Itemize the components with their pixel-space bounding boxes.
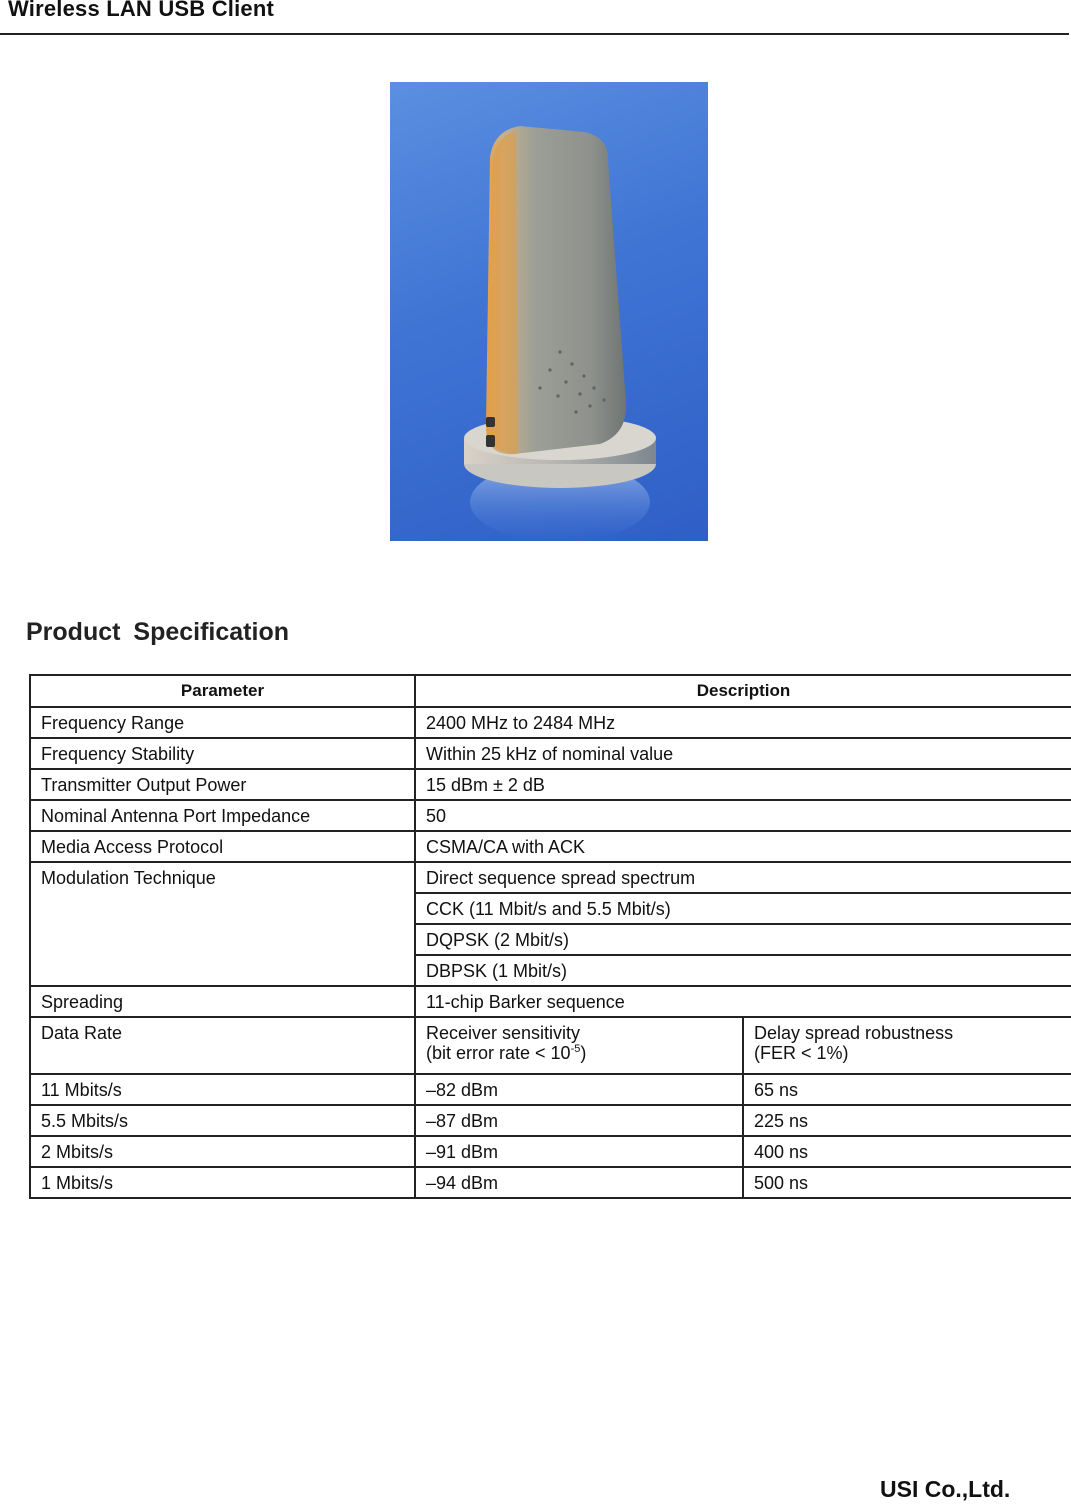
description-cell: CSMA/CA with ACK bbox=[415, 831, 1071, 862]
parameter-cell-modulation: Modulation Technique bbox=[30, 862, 415, 986]
sensitivity-cell: –82 dBm bbox=[415, 1074, 743, 1105]
parameter-cell: Frequency Range bbox=[30, 707, 415, 738]
spec-table bbox=[29, 674, 1071, 1199]
rate-cell: 1 Mbits/s bbox=[30, 1167, 415, 1198]
table-row bbox=[30, 1074, 1071, 1105]
page-header-title: Wireless LAN USB Client bbox=[8, 0, 275, 21]
data-rate-label: Data Rate bbox=[30, 1017, 415, 1074]
table-row bbox=[30, 862, 1071, 893]
sensitivity-header-line1: Receiver sensitivity bbox=[426, 1023, 581, 1043]
table-row bbox=[30, 1105, 1071, 1136]
delay-cell: 65 ns bbox=[743, 1074, 1071, 1105]
modulation-item: DBPSK (1 Mbit/s) bbox=[415, 955, 1071, 986]
sensitivity-cell: –91 dBm bbox=[415, 1136, 743, 1167]
sensitivity-cell: –94 dBm bbox=[415, 1167, 743, 1198]
column-header-description: Description bbox=[415, 675, 1071, 707]
table-row bbox=[30, 769, 1071, 800]
delay-cell: 225 ns bbox=[743, 1105, 1071, 1136]
sensitivity-header-close: ) bbox=[580, 1043, 587, 1063]
modulation-item: DQPSK (2 Mbit/s) bbox=[415, 924, 1071, 955]
sensitivity-header-line2 bbox=[426, 1043, 586, 1063]
header-divider bbox=[0, 33, 1069, 35]
parameter-cell: Transmitter Output Power bbox=[30, 769, 415, 800]
parameter-cell: Frequency Stability bbox=[30, 738, 415, 769]
delay-cell: 400 ns bbox=[743, 1136, 1071, 1167]
delay-header-line2: (FER < 1%) bbox=[754, 1043, 849, 1063]
table-row bbox=[30, 986, 1071, 1017]
sensitivity-exponent: -5 bbox=[570, 1043, 581, 1055]
product-photo bbox=[390, 82, 708, 541]
section-title: Product Specification bbox=[26, 618, 289, 646]
modulation-item: Direct sequence spread spectrum bbox=[415, 862, 1071, 893]
modulation-item: CCK (11 Mbit/s and 5.5 Mbit/s) bbox=[415, 893, 1071, 924]
description-cell: Within 25 kHz of nominal value bbox=[415, 738, 1071, 769]
parameter-cell: Nominal Antenna Port Impedance bbox=[30, 800, 415, 831]
delay-cell: 500 ns bbox=[743, 1167, 1071, 1198]
column-header-parameter: Parameter bbox=[30, 675, 415, 707]
rate-cell: 5.5 Mbits/s bbox=[30, 1105, 415, 1136]
description-cell: 50 bbox=[415, 800, 1071, 831]
sensitivity-header-text: (bit error rate < 10 bbox=[426, 1043, 571, 1063]
table-row bbox=[30, 1136, 1071, 1167]
delay-header bbox=[743, 1017, 1071, 1074]
table-row bbox=[30, 800, 1071, 831]
sensitivity-cell: –87 dBm bbox=[415, 1105, 743, 1136]
table-row bbox=[30, 1167, 1071, 1198]
parameter-cell: Media Access Protocol bbox=[30, 831, 415, 862]
sensitivity-header bbox=[415, 1017, 743, 1074]
delay-header-line1: Delay spread robustness bbox=[754, 1023, 954, 1043]
footer-company: USI Co.,Ltd. bbox=[880, 1476, 1011, 1502]
table-row bbox=[30, 707, 1071, 738]
usb-client-device-illustration bbox=[390, 82, 708, 541]
data-rate-header-row bbox=[30, 1017, 1071, 1074]
table-row bbox=[30, 831, 1071, 862]
description-cell: 15 dBm ± 2 dB bbox=[415, 769, 1071, 800]
description-cell: 11-chip Barker sequence bbox=[415, 986, 1071, 1017]
rate-cell: 2 Mbits/s bbox=[30, 1136, 415, 1167]
table-row bbox=[30, 738, 1071, 769]
rate-cell: 11 Mbits/s bbox=[30, 1074, 415, 1105]
description-cell: 2400 MHz to 2484 MHz bbox=[415, 707, 1071, 738]
parameter-cell: Spreading bbox=[30, 986, 415, 1017]
table-header-row bbox=[30, 675, 1071, 707]
